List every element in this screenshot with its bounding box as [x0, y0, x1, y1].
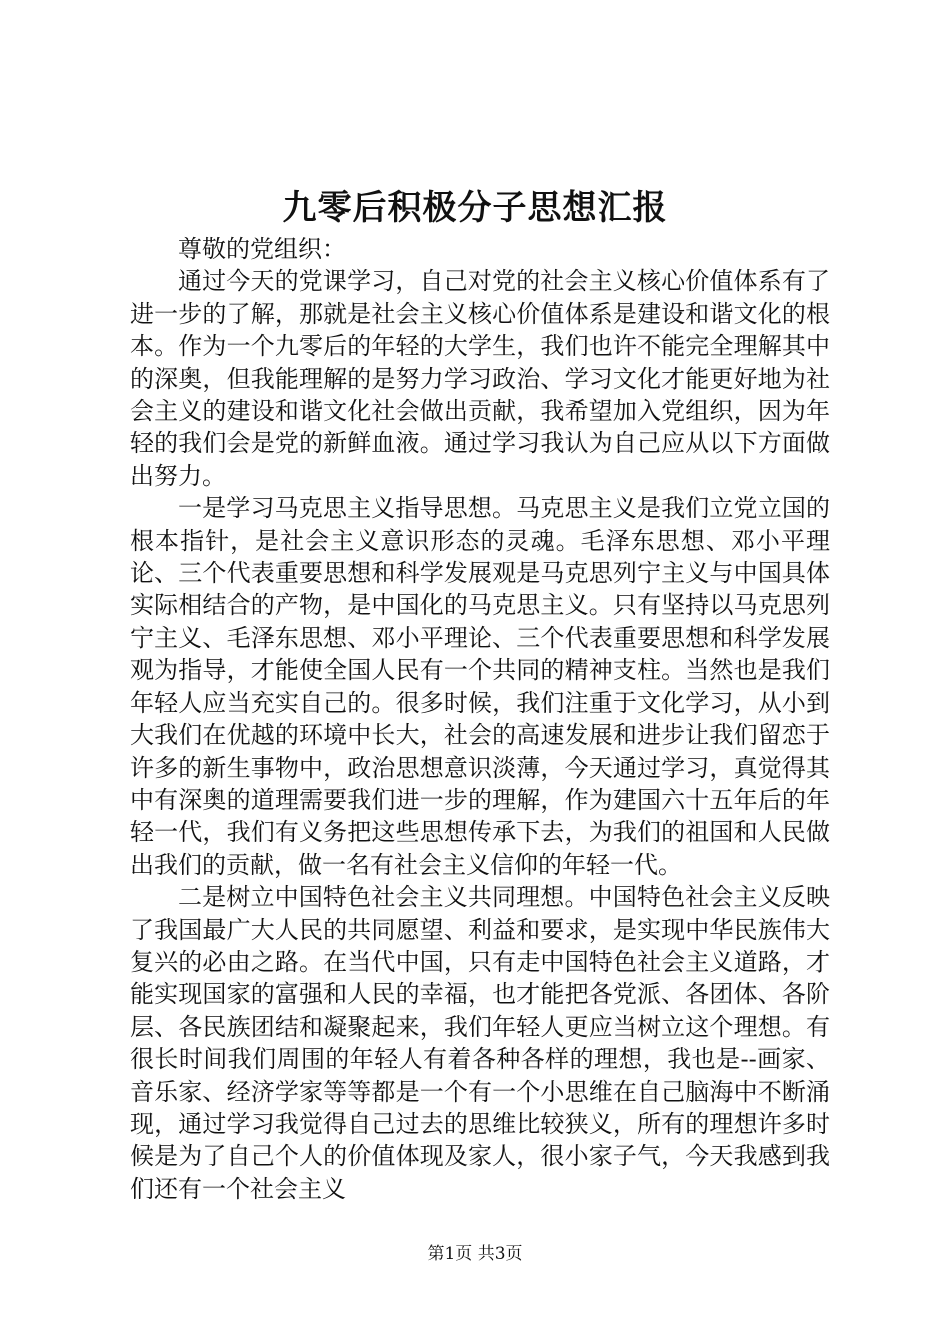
page-footer: 第1页 共3页 — [427, 1244, 523, 1264]
paragraph-marxism: 一是学习马克思主义指导思想。马克思主义是我们立党立国的根本指针，是社会主义意识形态的灵魂。毛泽东思想、邓小平理论、三个代表重要思想和科学发展观是马克思列宁主义与中国具体实际相结合的产物，是中国化的马克思主义。只有坚持以马克思列宁主义、毛泽东思想、邓小平理论、三个代表重要思想和科学发展观为指导，才能使全国人民有一个共同的精神支柱。当然也是我们年轻人应当充实自己的。很多时候，我们注重于文化学习，从小到大我们在优越的环境中长大，社会的高速发展和进步让我们留恋于许多的新生事物中，政治思想意识淡薄，今天通过学习，真觉得其中有深奥的道理需要我们进一步的理解，作为建国六十五年后的年轻一代，我们有义务把这些思想传承下去，为我们的祖国和人民做出我们的贡献，做一名有社会主义信仰的年轻一代。 — [130, 494, 830, 879]
document-title: 九零后积极分子思想汇报 — [282, 188, 668, 228]
document-body — [130, 233, 830, 1205]
salutation: 尊敬的党组织： — [178, 235, 346, 263]
paragraph-intro: 通过今天的党课学习，自己对党的社会主义核心价值体系有了进一步的了解，那就是社会主义核心价值体系是建设和谐文化的根本。作为一个九零后的年轻的大学生，我们也许不能完全理解其中的深奥，但我能理解的是努力学习政治、学习文化才能更好地为社会主义的建设和谐文化社会做出贡献，我希望加入党组织，因为年轻的我们会是党的新鲜血液。通过学习我认为自己应从以下方面做出努力。 — [130, 267, 830, 490]
paragraph-common-ideal: 二是树立中国特色社会主义共同理想。中国特色社会主义反映了我国最广大人民的共同愿望、利益和要求，是实现中华民族伟大复兴的必由之路。在当代中国，只有走中国特色社会主义道路，才能实现国家的富强和人民的幸福，也才能把各党派、各团体、各阶层、各民族团结和凝聚起来，我们年轻人更应当树立这个理想。有很长时间我们周围的年轻人有着各种各样的理想，我也是--画家、音乐家、经济学家等等都是一个有一个小思维在自己脑海中不断涌现，通过学习我觉得自己过去的思维比较狭义，所有的理想许多时候是为了自己个人的价值体现及家人，很小家子气，今天我感到我们还有一个社会主义 — [130, 883, 830, 1203]
